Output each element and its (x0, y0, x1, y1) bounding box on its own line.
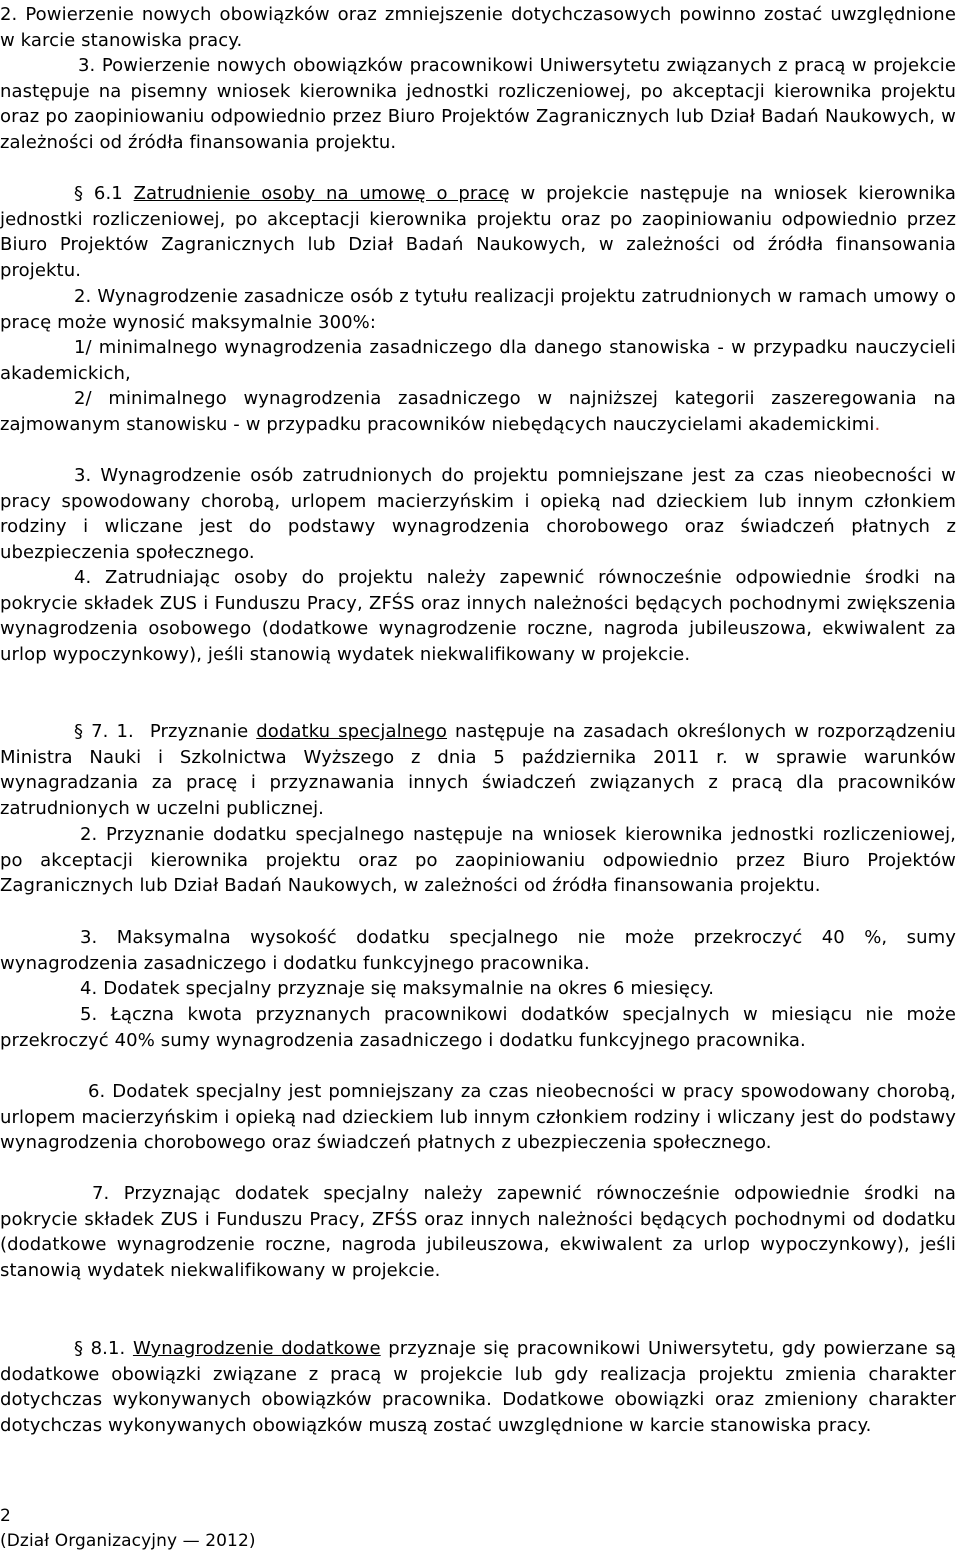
paragraph-7-3: 3. Maksymalna wysokość dodatku specjalnego nie może przekroczyć 40 %, sumy wynagrodzenia zasadniczego i dodatku funkcyjnego pracownika. (0, 927, 956, 974)
paragraph-6-3: 3. Wynagrodzenie osób zatrudnionych do projektu pomniejszane jest za czas nieobecności w pracy spowodowany chorobą, urlopem macierzyńskim i opieką nad dzieckiem lub innym członkiem rodziny i wliczane jest do podstawy wynagrodzenia chorobowego oraz świadczeń płatnych z ubezpieczenia społecznego. (0, 465, 956, 563)
paragraph-7-4: 4. Dodatek specjalny przyznaje się maksymalnie na okres 6 miesięcy. (80, 978, 715, 999)
paragraph-5-3: 3. Powierzenie nowych obowiązków pracownikowi Uniwersytetu związanych z pracą w projekcie następuje na pisemny wniosek kierownika jednostki rozliczeniowej, po akceptacji kierownika projektu oraz po zaopiniowaniu odpowiednio przez Biuro Projektów Zagranicznych lub Dział Badań Naukowych, w zależności od źródła finansowania projektu. (0, 55, 956, 153)
footer-note: (Dział Organizacyjny — 2012) (0, 1531, 256, 1551)
employment-contract-link: Zatrudnienie osoby na umowę o pracę (133, 183, 510, 204)
paragraph-7-7: 7. Przyznając dodatek specjalny należy zapewnić równocześnie odpowiednie środki na pokrycie składek ZUS i Funduszu Pracy, ZFŚS oraz innych należności będących pochodnymi od dodatku (dodatkowe wynagrodzenie roczne, nagroda jubileuszowa, ekwiwalent za urlop wypoczynkowy), jeśli stanowią wydatek niekwalifikowany w projekcie. (0, 1183, 956, 1281)
section-8-mark: § 8.1. (74, 1338, 126, 1359)
additional-remuneration-link: Wynagrodzenie dodatkowe (132, 1338, 381, 1359)
paragraph-7-5: 5. Łączna kwota przyznanych pracownikowi dodatków specjalnych w miesiącu nie może przekroczyć 40% sumy wynagrodzenia zasadniczego i dodatku funkcyjnego pracownika. (0, 1004, 956, 1051)
paragraph-7-6: 6. Dodatek specjalny jest pomniejszany za czas nieobecności w pracy spowodowany chorobą, urlopem macierzyńskim i opieką nad dzieckiem lub innym członkiem rodziny i wliczany jest do podstawy wynagrodzenia chorobowego oraz świadczeń płatnych z ubezpieczenia społecznego. (0, 1081, 956, 1154)
paragraph-7-1: § 7. 1. Przyznanie dodatku specjalnego następuje na zasadach określonych w rozporządzeniu Ministra Nauki i Szkolnictwa Wyższego z dnia 5 października 2011 r. w sprawie warunków wynagradzania za pracę i przyznawania innych świadczeń związanych z pracą dla pracowników zatrudnionych w uczelni publicznej. (0, 721, 956, 819)
paragraph-8-1: § 8.1. Wynagrodzenie dodatkowe przyznaje się pracownikowi Uniwersytetu, gdy powierzane są dodatkowe obowiązki związane z pracą w projekcie lub gdy realizacja projektu zmienia charakter dotychczas wykonywanych obowiązków pracownika. Dodatkowe obowiązki oraz zmieniony charakter dotychczas wykonywanych obowiązków muszą zostać uwzględnione w karcie stanowiska pracy. (0, 1338, 957, 1436)
paragraph-6-4: 4. Zatrudniając osoby do projektu należy zapewnić równocześnie odpowiednie środki na pokrycie składek ZUS i Funduszu Pracy, ZFŚS oraz innych należności będących pochodnymi zwiększenia wynagrodzenia osobowego (dodatkowe wynagrodzenie roczne, nagroda jubileuszowa, ekwiwalent za urlop wypoczynkowy), jeśli stanowią wydatek niekwalifikowany w projekcie. (0, 567, 956, 665)
section-7-mark: § 7. 1. (74, 721, 134, 742)
paragraph-5-2: 2. Powierzenie nowych obowiązków oraz zmniejszenie dotychczasowych powinno zostać uwzględnione w karcie stanowiska pracy. (0, 4, 956, 51)
paragraph-6-1: § 6.1 Zatrudnienie osoby na umowę o pracę w projekcie następuje na wniosek kierownika jednostki rozliczeniowej, po akceptacji kierownika projektu oraz po zaopiniowaniu odpowiednio przez Biuro Projektów Zagranicznych lub Dział Badań Naukowych, w zależności od źródła finansowania projektu. (0, 183, 956, 281)
special-allowance-link: dodatku specjalnego (256, 721, 448, 742)
page-number: 2 (0, 1506, 11, 1526)
section-6-mark: § 6. (74, 183, 112, 204)
paragraph-6-2: 2. Wynagrodzenie zasadnicze osób z tytułu realizacji projektu zatrudnionych w ramach umowy o pracę może wynosić maksymalnie 300%: (0, 286, 956, 333)
paragraph-6-2-2: 2/ minimalnego wynagrodzenia zasadniczego w najniższej kategorii zaszeregowania na zajmowanym stanowisku - w przypadku pracowników niebędących nauczycielami akademickimi. (0, 388, 956, 435)
paragraph-6-2-1: 1/ minimalnego wynagrodzenia zasadniczego dla danego stanowiska - w przypadku nauczycieli akademickich, (0, 337, 956, 384)
paragraph-7-2: 2. Przyznanie dodatku specjalnego następuje na wniosek kierownika jednostki rozliczeniowej, po akceptacji kierownika projektu oraz po zaopiniowaniu odpowiednio przez Biuro Projektów Zagranicznych lub Dział Badań Naukowych, w zależności od źródła finansowania projektu. (0, 824, 956, 897)
